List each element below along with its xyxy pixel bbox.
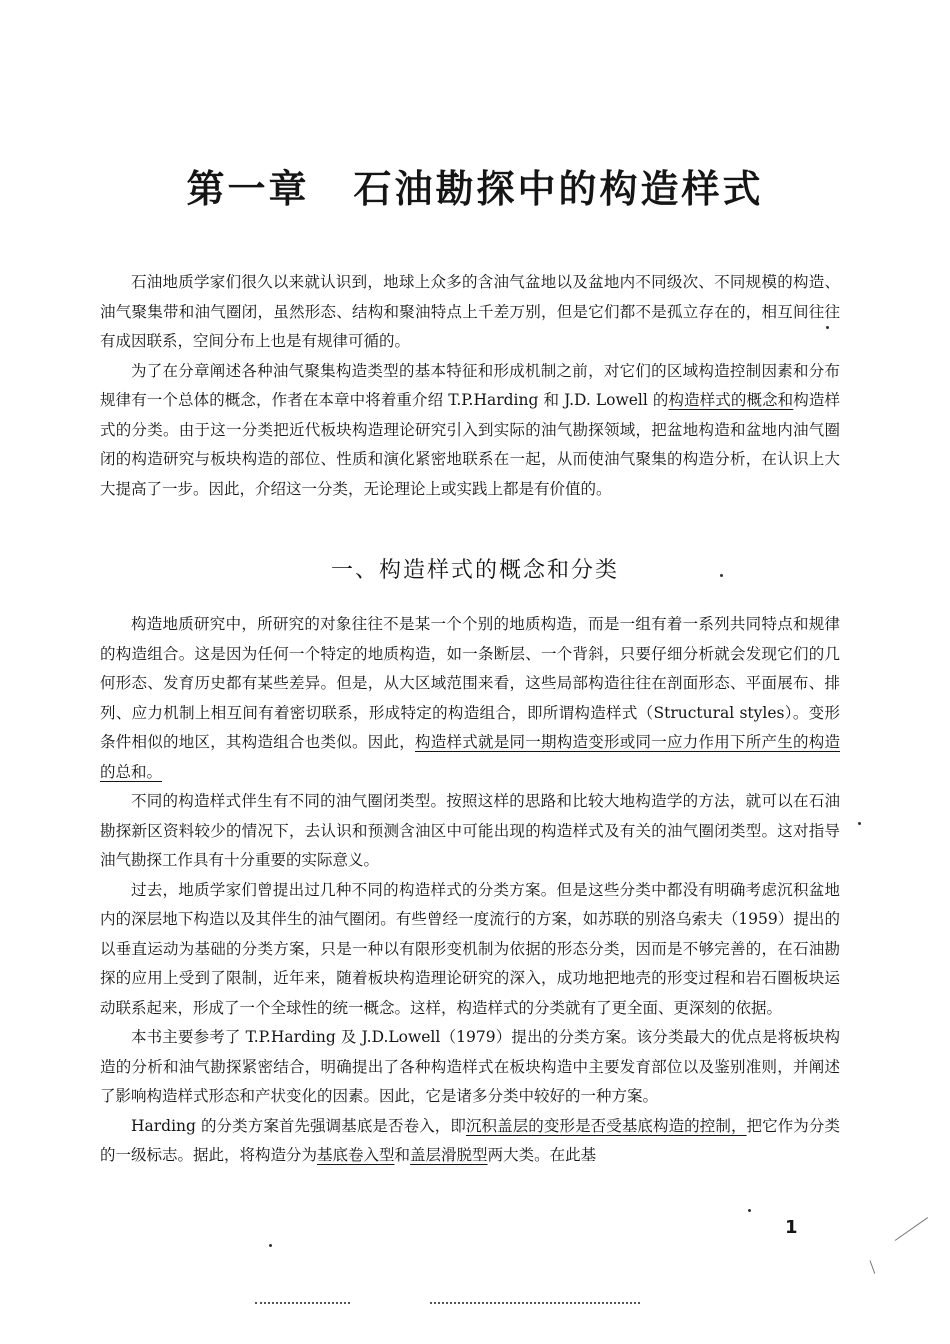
chapter-name: 石油勘探中的构造样式 — [353, 167, 764, 211]
scan-artifact — [255, 1302, 350, 1304]
body-paragraph — [100, 1112, 840, 1171]
text-run: 和 — [394, 1146, 411, 1164]
scan-speck — [269, 1244, 272, 1247]
page-number: 1 — [785, 1217, 798, 1238]
scan-speck — [858, 822, 861, 825]
text-run: Harding 的分类方案首先强调基底是否卷入，即 — [131, 1116, 466, 1135]
underlined-text: 构造样式就是同一期构造变形或同一应力作用下所产生的构造的总和。 — [100, 733, 840, 781]
scan-scratch — [895, 1217, 928, 1241]
scan-speck — [826, 326, 829, 329]
text-run: 两大类。在此基 — [487, 1146, 597, 1164]
text-run: 把它作为分类的一级标志。据此，将构造分为 — [100, 1116, 840, 1164]
scan-speck — [748, 1209, 751, 1212]
scan-artifact — [430, 1302, 640, 1304]
text-run: 构造样式的分类。由于这一分类把近代板块构造理论研究引入到实际的油气勘探领域，把盆地构造和盆地内油气圈闭的构造研究与板块构造的部位、性质和演化紧密地联系在一起，从而使油气聚集的构造分析，在认识上大大提高了一步。因此，介绍这一分类，无论理论上或实践上都是有价值的。 — [100, 391, 840, 498]
underlined-text: 构造样式的概念和 — [668, 391, 794, 409]
body-paragraph: 过去，地质学家们曾提出过几种不同的构造样式的分类方案。但是这些分类中都没有明确考虑沉积盆地内的深层地下构造以及其伴生的油气圈闭。有些曾经一度流行的方案，如苏联的别洛乌索夫（1959）提出的以垂直运动为基础的分类方案，只是一种以有限形变机制为依据的形态分类，因而是不够完善的，在石油勘探的应用上受到了限制，近年来，随着板块构造理论研究的深入，成功地把地壳的形变过程和岩石圈板块运动联系起来，形成了一个全球性的统一概念。这样，构造样式的分类就有了更全面、更深刻的依据。 — [100, 880, 840, 1017]
text-run: 构造地质研究中，所研究的对象往往不是某一个个别的地质构造，而是一组有着一系列共同特点和规律的构造组合。这是因为任何一个特定的地质构造，如一条断层、一个背斜，只要仔细分析就会发现它们的几何形态、发育历史都有某些差异。但是，从大区域范围来看，这些局部构造往往在剖面形态、平面展布、排列、应力机制上相互间有着密切联系，形成特定的构造组合，即所谓构造样式（Structural styles）。变形条件相似的地区，其构造组合也类似。因此， — [100, 615, 840, 751]
section-text — [100, 610, 840, 1171]
text-run: 为了在分章阐述各种油气聚集构造类型的基本特征和形成机制之前，对它们的区域构造控制因素和分布规律有一个总体的概念，作者在本章中将着重介绍 T.P.Harding 和 J.D. Lowell 的 — [100, 361, 840, 409]
body-paragraph: 不同的构造样式伴生有不同的油气圈闭类型。按照这样的思路和比较大地构造学的方法，就可以在石油勘探新区资料较少的情况下，去认识和预测含油区中可能出现的构造样式及有关的油气圈闭类型。这对指导油气勘探工作具有十分重要的实际意义。 — [100, 792, 840, 869]
body-paragraph — [100, 610, 840, 787]
intro-text — [100, 268, 840, 504]
body-paragraph: 本书主要参考了 T.P.Harding 及 J.D.Lowell（1979）提出的分类方案。该分类最大的优点是将板块构造的分析和油气勘探紧密结合，明确提出了各种构造样式在板块构造中主要发育部位以及鉴别准则，并阐述了影响构造样式形态和产状变化的因素。因此，它是诸多分类中较好的一种方案。 — [100, 1028, 840, 1105]
underlined-text: 盖层滑脱型 — [410, 1146, 488, 1164]
underlined-text: 基底卷入型 — [317, 1146, 395, 1164]
chapter-title — [0, 158, 950, 213]
underlined-text: 沉积盖层的变形是否受基底构造的控制， — [465, 1116, 747, 1135]
intro-paragraph — [100, 357, 840, 505]
section-title: 一、构造样式的概念和分类 — [330, 558, 619, 583]
chapter-number: 第一章 — [186, 167, 310, 211]
scan-speck — [720, 574, 723, 577]
intro-paragraph: 石油地质学家们很久以来就认识到，地球上众多的含油气盆地以及盆地内不同级次、不同规模的构造、油气聚集带和油气圈闭，虽然形态、结构和聚油特点上千差万别，但是它们都不是孤立存在的，相互间往往有成因联系，空间分布上也是有规律可循的。 — [100, 273, 840, 350]
scan-scratch — [870, 1260, 876, 1273]
